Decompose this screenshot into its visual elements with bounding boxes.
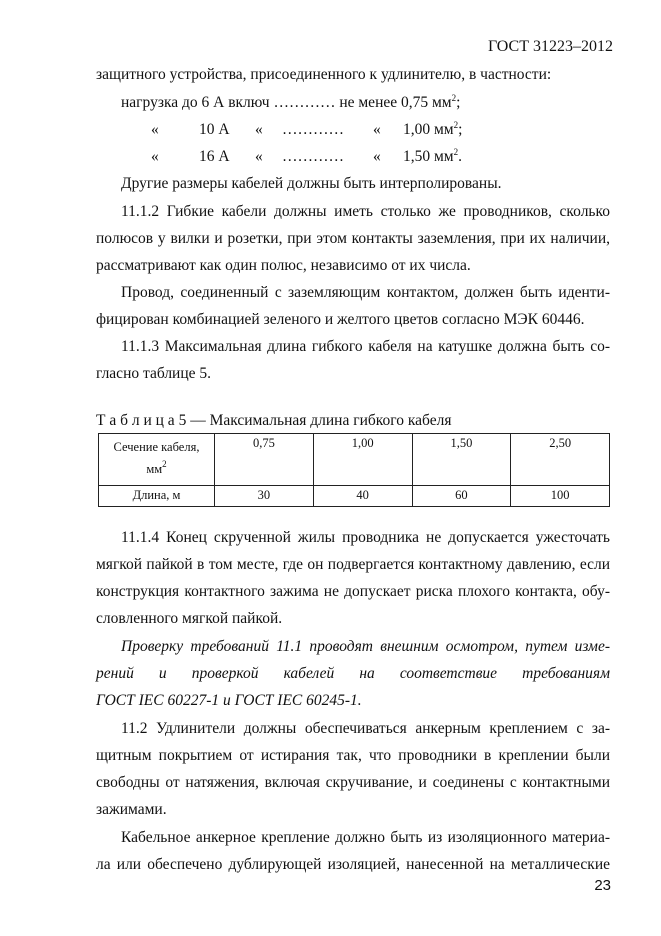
table5-cell: 40 [313, 486, 412, 507]
load-value: не менее 0,75 мм [339, 94, 452, 111]
table5-caption [96, 412, 451, 430]
p1112-line2: полюсов у вилки и розетки, при этом контакты заземления, при их наличии, [96, 230, 610, 247]
page-number: 23 [594, 877, 611, 894]
table5-head-section: Сечение кабеля, $мм^2$ [99, 434, 215, 486]
table5-cell: 2,50 [511, 434, 610, 486]
document-header: ГОСТ 31223–2012 [487, 38, 613, 55]
p-wire-line1: Провод, соединенный с заземляющим контактом, должен быть иденти- [121, 284, 610, 301]
table5-cell: 1,50 [412, 434, 511, 486]
table-row [99, 486, 610, 507]
p112-line1: 11.2 Удлинители должны обеспечиваться анкерным креплением с за- [121, 720, 610, 737]
p-check-line3: ГОСТ IEC 60227-1 и ГОСТ IEC 60245-1. [96, 692, 362, 709]
load-sup: 2 [451, 93, 457, 103]
load-row-ditto1: « [151, 121, 159, 138]
p1114-line1: 11.1.4 Конец скрученной жилы проводника не допускается ужесточать [121, 529, 610, 546]
table5-cell: 100 [511, 486, 610, 507]
table-row [99, 434, 610, 486]
table5-cell: 30 [215, 486, 314, 507]
p1113-line2: гласно таблице 5. [96, 365, 212, 382]
p112-line2: щитным покрытием от истирания так, что проводники в креплении были [96, 747, 610, 764]
table5-caption-title: 5 — Максимальная длина гибкого кабеля [178, 412, 452, 429]
table5-caption-label: Т а б л и ц а [96, 412, 175, 429]
load-label: нагрузка до 6 А включ [121, 94, 270, 111]
load-row-ditto1: « [151, 148, 159, 165]
p-check-line2: рений и проверкой кабелей на соответствие требованиям [96, 665, 610, 682]
p1114-line4: словленного мягкой пайкой. [96, 610, 283, 627]
load-row [121, 94, 460, 112]
p112-line4: зажимами. [96, 801, 167, 818]
p1113-line1: 11.1.3 Максимальная длина гибкого кабеля на катушке должна быть со- [121, 338, 610, 355]
p-check-line1: Проверку требований 11.1 проводят внешним осмотром, путем изме- [121, 638, 610, 655]
load-row-ditto-mid: « [255, 148, 263, 165]
load-row-label: 16 А [199, 148, 230, 165]
p1112-line3: рассматривают как один полюс, независимо от их числа. [96, 257, 471, 274]
load-row-value: 1,50 $мм^2$. [403, 147, 462, 165]
load-row-dots: ………… [282, 121, 344, 138]
p1114-line3: конструкция контактного зажима не допускает риска плохого контакта, обу- [96, 583, 610, 600]
intro-line: защитного устройства, присоединенного к удлинителю, в частности: [96, 66, 552, 83]
load-row-dots: ………… [282, 148, 344, 165]
p-wire-line2: фицирован комбинацией зеленого и желтого цветов согласно МЭК 60446. [96, 311, 585, 328]
load-row-ditto2: « [373, 121, 381, 138]
para-interpolation: Другие размеры кабелей должны быть интерполированы. [121, 175, 502, 192]
table5-head-length: Длина, м [99, 486, 215, 507]
load-end: ; [456, 94, 461, 111]
p1112-line1: 11.1.2 Гибкие кабели должны иметь столько же проводников, сколько [121, 203, 610, 220]
load-dots: ………… [273, 94, 336, 111]
table5-cell: 0,75 [215, 434, 314, 486]
table5 [98, 433, 610, 507]
table5-cell: 60 [412, 486, 511, 507]
p-anchor-line1: Кабельное анкерное крепление должно быть из изоляционного материа- [121, 829, 610, 846]
p-anchor-line2: ла или обеспечено дублирующей изоляцией, нанесенной на металлические [96, 856, 610, 873]
load-row-value: 1,00 $мм^2$; [403, 120, 463, 138]
load-row-ditto-mid: « [255, 121, 263, 138]
p112-line3: свободны от натяжения, включая скручивание, и соединены с контактными [96, 774, 610, 791]
load-row-label: 10 А [199, 121, 230, 138]
p1114-line2: мягкой пайкой в том месте, где он подвергается контактному давлению, если [96, 556, 610, 573]
load-row-ditto2: « [373, 148, 381, 165]
table5-cell: 1,00 [313, 434, 412, 486]
